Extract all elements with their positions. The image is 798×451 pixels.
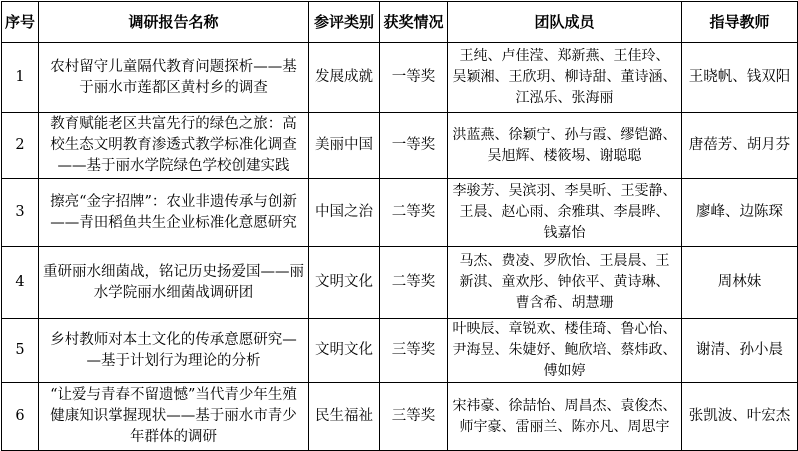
team-members [448, 179, 682, 247]
advisors: 谢清、孙小晨 [682, 319, 798, 383]
report-title-line: 乡村教师对本土文化的传承意愿研究— [50, 331, 297, 348]
team-member-line: 吴颖湘、王欣玥、柳诗甜、董诗涵、 [452, 69, 677, 85]
report-title [39, 247, 309, 319]
team-member-line: 洪蓝燕、徐颖宁、孙与霞、缪铠潞、 [452, 126, 677, 143]
report-title [39, 43, 309, 113]
category: 文明文化 [309, 247, 380, 319]
header-advisors: 指导教师 [682, 2, 798, 43]
report-title-line: 农村留守儿童隔代教育问题探析——基 [50, 58, 297, 75]
advisors: 唐蓓芳、胡月芬 [682, 113, 798, 179]
team-members [448, 113, 682, 179]
report-title-line: 于丽水市莲都区黄村乡的调查 [79, 79, 268, 96]
report-title-line: 擦亮“金字招牌”：农业非遗传承与创新 [50, 193, 297, 210]
row-index: 2 [2, 113, 39, 179]
table-row [2, 383, 798, 451]
team-members [448, 43, 682, 113]
table-row [2, 179, 798, 247]
row-index: 6 [2, 383, 39, 451]
table-row [2, 247, 798, 319]
team-member-line: 师宇豪、雷丽兰、陈亦凡、周思宇 [459, 418, 670, 435]
header-report-title: 调研报告名称 [39, 2, 309, 43]
team-member-line: 新淇、童欢彤、钟依平、黄诗琳、 [459, 274, 670, 290]
team-member-line: 宋祎豪、徐喆怡、周昌杰、袁俊杰、 [452, 397, 677, 414]
team-member-line: 李骏芳、吴滨羽、李昊昕、王雯静、 [452, 183, 677, 199]
category: 美丽中国 [309, 113, 380, 179]
team-member-line: 尹海昱、朱婕妤、鲍欣培、蔡炜政、 [452, 342, 677, 358]
award: 一等奖 [380, 43, 448, 113]
team-member-line: 王纯、卢佳滢、郑新燕、王佳玲、 [459, 48, 670, 64]
row-index: 4 [2, 247, 39, 319]
report-title-line: 年群体的调研 [130, 429, 217, 445]
report-title-line: 健康知识掌握现状——基于丽水市青少 [50, 408, 297, 424]
team-member-line: 吴旭辉、楼筱埸、谢聪聪 [487, 147, 642, 164]
team-member-line: 江泓乐、张海丽 [515, 90, 614, 106]
report-title [39, 113, 309, 179]
table-row [2, 113, 798, 179]
advisors: 王晓帆、钱双阳 [682, 43, 798, 113]
category: 中国之治 [309, 179, 380, 247]
report-title [39, 179, 309, 247]
advisors: 周林妹 [682, 247, 798, 319]
report-title-line: ——青田稻鱼共生企业标准化意愿研究 [50, 214, 297, 231]
award: 二等奖 [380, 247, 448, 319]
category: 民生福祉 [309, 383, 380, 451]
team-member-line: 王晨、赵心雨、余雅琪、李晨晔、 [459, 204, 670, 220]
award: 二等奖 [380, 179, 448, 247]
awards-table [1, 1, 798, 451]
category: 发展成就 [309, 43, 380, 113]
header-index: 序号 [2, 2, 39, 43]
team-member-line: 傅如婷 [543, 363, 586, 379]
row-index: 3 [2, 179, 39, 247]
report-title-line: ——基于丽水学院绿色学校创建实践 [57, 158, 290, 174]
team-member-line: 马杰、费凌、罗欣怡、王晨晨、王 [459, 253, 670, 269]
award: 三等奖 [380, 383, 448, 451]
award: 一等奖 [380, 113, 448, 179]
team-member-line: 钱嘉怡 [543, 225, 586, 241]
table-row [2, 319, 798, 383]
header-award: 获奖情况 [380, 2, 448, 43]
advisors: 廖峰、边陈琛 [682, 179, 798, 247]
team-member-line: 叶映辰、章锐欢、楼佳琦、鲁心怡、 [452, 321, 677, 337]
report-title-line: 教育赋能老区共富先行的绿色之旅：高 [50, 116, 297, 132]
award: 三等奖 [380, 319, 448, 383]
report-title-line: 校生态文明教育渗透式教学标准化调查 [50, 137, 297, 153]
header-team-members: 团队成员 [448, 2, 682, 43]
header-row [2, 2, 798, 43]
report-title-line: 重研丽水细菌战，铭记历史扬爱国——丽 [43, 263, 304, 280]
report-title [39, 319, 309, 383]
row-index: 5 [2, 319, 39, 383]
report-title-line: —基于计划行为理论的分析 [86, 352, 261, 369]
advisors: 张凯波、叶宏杰 [682, 383, 798, 451]
report-title [39, 383, 309, 451]
team-members [448, 319, 682, 383]
report-title-line: 水学院丽水细菌战调研团 [93, 284, 254, 301]
category: 文明文化 [309, 319, 380, 383]
table-row [2, 43, 798, 113]
header-category: 参评类别 [309, 2, 380, 43]
team-members [448, 383, 682, 451]
row-index: 1 [2, 43, 39, 113]
report-title-line: “让爱与青春不留遗憾”当代青少年生殖 [50, 387, 297, 403]
team-members [448, 247, 682, 319]
team-member-line: 曹含希、胡慧珊 [515, 295, 614, 311]
